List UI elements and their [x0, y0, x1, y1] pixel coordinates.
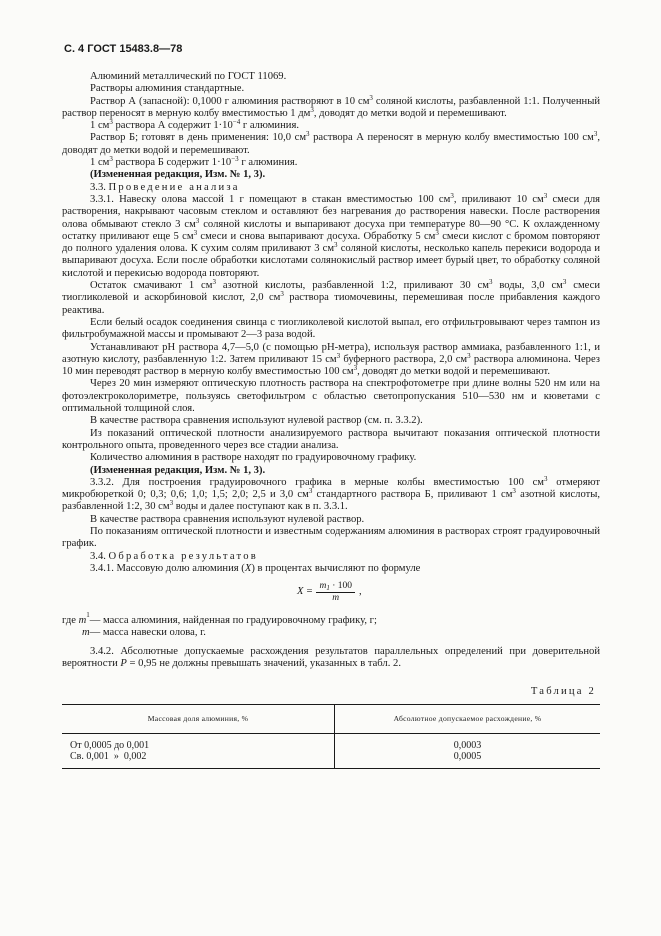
- table-row: Св. 0,001 » 0,002 0,0005: [62, 751, 600, 768]
- page-header: С. 4 ГОСТ 15483.8—78: [64, 43, 183, 55]
- reagent-solutions: Растворы алюминия стандартные.: [90, 83, 245, 95]
- revision-note: (Измененная редакция, Изм. № 1, 3).: [90, 169, 266, 181]
- section-heading-results: 3.4. Обработка результатов: [90, 550, 258, 562]
- paragraph-subtract: Из показаний оптической плотности анализируемого раствора вычитают показания оптической плотности контрольного опыта, проведенного через все стадии анализа.: [62, 427, 600, 451]
- table-caption: Таблица 2: [530, 686, 596, 698]
- solution-b-paragraph: Раствор Б; готовят в день применения: 10,0 $см^3$ раствора А переносят в мерную колбу вместимостью 100 $см^3$, доводят до метки водой и перемешивают.: [62, 130, 600, 156]
- variable-definitions: где m 1 — масса алюминия, найденная по градуировочному графику, г; m — масса навески олова, г.: [62, 611, 377, 639]
- solution-a-content: 1 $см^3$ раствора А содержит $1\cdot 10^{-4}$ г алюминия.: [90, 118, 299, 132]
- paragraph-residue: Остаток смачивают 1 $см^3$ азотной кислоты, разбавленной 1:2, приливают 30 $см^3$ воды, 3,0 $см^3$ смеси тиогликолевой и аскорбиновой кислот, 2,0 $см^3$ раствора тиомочевины, перемешивая после прибавления каждого реактива.: [62, 278, 600, 316]
- paragraph-graph: По показаниям оптической плотности и известным содержаниям алюминия в растворах строят градуировочный график.: [62, 525, 600, 550]
- document-body: [62, 71, 600, 769]
- formula-fraction: $\frac{m_1 \cdot 100}{m}$: [316, 581, 355, 604]
- paragraph-quantity: Количество алюминия в растворе находят по градуировочному графику.: [90, 452, 417, 464]
- paragraph-lead: Если белый осадок соединения свинца с тиогликолевой кислотой выпал, его отфильтровывают через тампон из фильтробумажной массы и промывают 2—3 раза водой.: [62, 316, 600, 341]
- reagent-aluminum: Алюминий металлический по ГОСТ 11069.: [90, 71, 287, 82]
- paragraph-measure: Через 20 мин измеряют оптическую плотность раствора на спектрофотометре при длине волны 520 нм или на фотоэлектроколориметре, пользуясь светофильтром с областью светопропускания 510—530 нм и кюветами с оптимальной толщиной слоя.: [62, 378, 600, 415]
- table-row: От 0,0005 до 0,001 0,0003: [62, 733, 600, 751]
- table-header-mass-fraction: Массовая доля алюминия, %: [62, 704, 335, 733]
- section-heading-analysis: 3.3. Проведение анализа: [90, 181, 240, 193]
- solution-b-content: 1 $см^3$ раствора Б содержит $1\cdot 10^{-3}$ г алюминия.: [90, 155, 298, 169]
- table-header-discrepancy: Абсолютное допускаемое расхождение, %: [335, 704, 601, 733]
- formula: X = $\frac{m_1 \cdot 100}{m}$ ,: [297, 580, 362, 603]
- paragraph-reference: В качестве раствора сравнения используют нулевой раствор (см. п. 3.3.2).: [90, 415, 423, 427]
- paragraph-3-4-2: 3.4.2. Абсолютные допускаемые расхождения результатов параллельных определений при доверительной вероятности P = 0,95 не должны превышать значений, указанных в табл. 2.: [62, 645, 600, 670]
- paragraph-zero: В качестве раствора сравнения используют нулевой раствор.: [90, 513, 365, 525]
- paragraph-3-3-1: 3.3.1. Навеску олова массой 1 г помещают в стакан вместимостью 100 $см^3$, приливают 10 $см^3$ смеси для растворения, накрывают часовым стеклом и оставляют без нагревания до растворения навески. После растворения олова обмывают стекло 3 $см^3$ соляной кислоты и выпаривают досуха при температуре 80—90 °С. К охлажденному остатку приливают еще 5 $см^3$ смеси и снова выпаривают досуха. Обработку 5 $см^3$ смеси кислот с бромом повторяют до полного удаления олова. К сухим солям приливают 3 $см^3$ соляной кислоты, несколько капель перекиси водорода и выпаривают досуха. Если после обработки кислотами солянокислый раствор имеет бурый цвет, то обработку соляной кислотой и перекисью водорода повторяют.: [62, 191, 600, 279]
- paragraph-ph: Устанавливают рН раствора 4,7—5,0 (с помощью рН-метра), используя раствор аммиака, разбавленного 1:1, и азотную кислоту, разбавленную 1:2. Затем приливают 15 $см^3$ буферного раствора, 2,0 $см^3$ раствора алюминона. Через 10 мин переводят раствор в мерную колбу вместимостью 100 $см^3$, доводят до метки водой и перемешивают.: [62, 341, 600, 378]
- paragraph-3-4-1: 3.4.1. Массовую долю алюминия (X) в процентах вычисляют по формуле: [90, 562, 421, 574]
- paragraph-3-3-2: 3.3.2. Для построения градуировочного графика в мерные колбы вместимостью 100 $см^3$ отмеряют микробюреткой 0; 0,3; 0,6; 1,0; 1,5; 2,0; 2,5 и 3,0 $см^3$ стандартного раствора Б, приливают 1 $см^3$ азотной кислоты, разбавленной 1:2, 30 $см^3$ воды и далее поступают как в п. 3.3.1.: [62, 474, 601, 513]
- table-2: [62, 704, 600, 769]
- revision-note: (Измененная редакция, Изм. № 1, 3).: [90, 464, 266, 476]
- solution-a-paragraph: Раствор А (запасной): 0,1000 г алюминия растворяют в 10 $см^3$ соляной кислоты, разбавленной 1:1. Полученный раствор переносят в мерную колбу вместимостью 1 $дм^3$, доводят до метки водой и перемешивают.: [62, 93, 600, 119]
